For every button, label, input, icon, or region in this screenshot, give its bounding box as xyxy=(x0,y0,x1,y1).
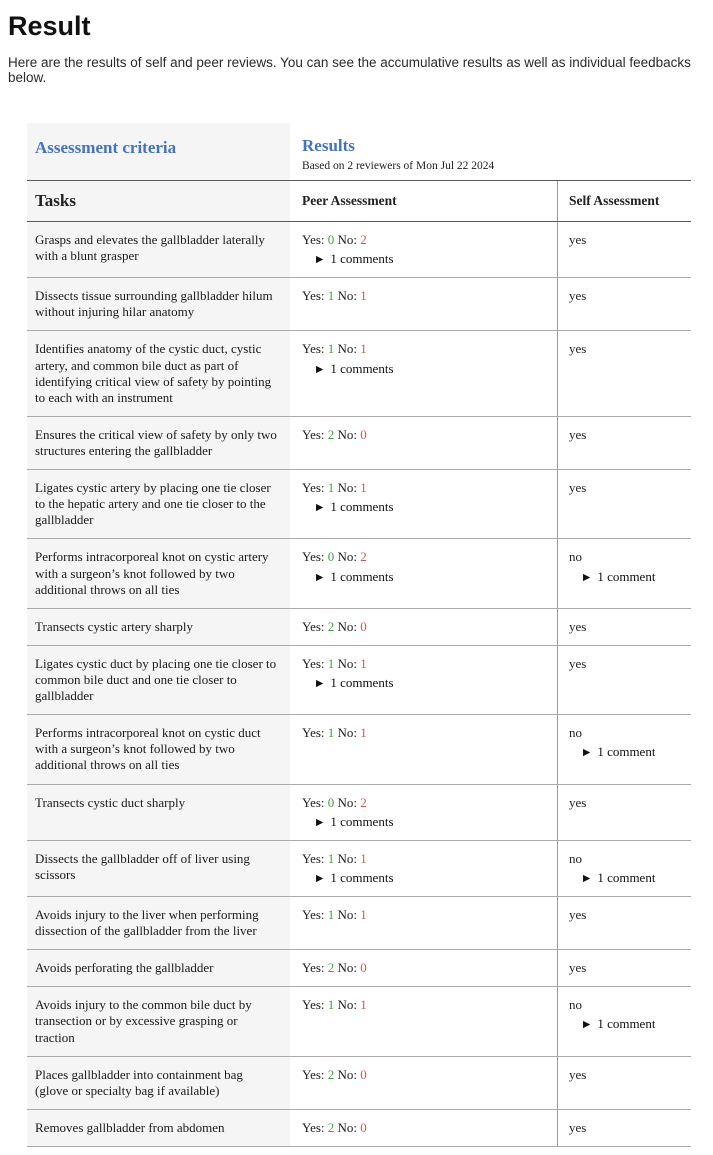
yes-label: Yes: xyxy=(302,232,325,247)
task-label: Dissects the gallbladder off of liver using scissors xyxy=(35,850,250,882)
yes-count: 1 xyxy=(327,341,335,357)
expand-triangle-icon: ▶ xyxy=(583,571,591,583)
self-assessment-cell xyxy=(557,646,691,714)
task-cell xyxy=(27,646,290,714)
expand-triangle-icon: ▶ xyxy=(316,816,324,828)
peer-comments-label: 1 comments xyxy=(330,251,394,267)
table-row xyxy=(27,841,691,897)
peer-comments-label: 1 comments xyxy=(330,813,394,829)
self-comments-label: 1 comment xyxy=(597,744,656,760)
peer-comments-toggle[interactable] xyxy=(302,814,547,830)
table-body xyxy=(27,222,691,1147)
self-comments-label: 1 comment xyxy=(597,869,656,885)
self-assessment-value: no xyxy=(569,725,582,741)
task-label: Ensures the critical view of safety by only two structures entering the gallbladder xyxy=(35,426,277,458)
yes-count: 1 xyxy=(327,725,335,741)
task-label: Performs intracorporeal knot on cystic duct with a surgeon’s knot followed by two additional throws on all ties xyxy=(35,725,261,773)
table-row xyxy=(27,987,691,1056)
peer-comments-label: 1 comments xyxy=(330,360,394,376)
task-cell xyxy=(27,331,290,415)
self-comments-label: 1 comment xyxy=(597,568,656,584)
task-label: Grasps and elevates the gallbladder laterally with a blunt grasper xyxy=(35,232,265,264)
peer-counts xyxy=(302,549,547,565)
table-row xyxy=(27,609,691,646)
self-assessment-cell xyxy=(557,539,691,607)
no-count: 2 xyxy=(360,549,367,565)
task-cell xyxy=(27,1110,290,1146)
task-label: Ligates cystic artery by placing one tie closer to the hepatic artery and one tie closer to the gallbladder xyxy=(35,480,271,528)
peer-assessment-cell xyxy=(290,278,557,330)
self-comments-toggle[interactable] xyxy=(569,870,683,886)
intro-text: Here are the results of self and peer reviews. You can see the accumulative results as well as individual feedbacks below. xyxy=(8,55,691,85)
task-cell xyxy=(27,417,290,469)
criteria-header-cell xyxy=(27,123,290,180)
self-assessment-value: yes xyxy=(569,618,587,634)
self-assessment-value: yes xyxy=(569,426,587,442)
peer-comments-label: 1 comments xyxy=(330,674,394,690)
no-label: No: xyxy=(337,960,358,976)
peer-counts xyxy=(302,1120,547,1136)
peer-assessment-cell xyxy=(290,897,557,949)
results-subtitle: Based on 2 reviewers of Mon Jul 22 2024 xyxy=(302,160,495,172)
no-count: 1 xyxy=(360,480,367,496)
yes-label: Yes: xyxy=(302,960,325,976)
self-assessment-value: yes xyxy=(569,794,587,810)
self-assessment-value: yes xyxy=(569,906,587,922)
column-header-self-assessment: Self Assessment xyxy=(557,181,691,221)
no-count: 2 xyxy=(360,232,367,247)
peer-assessment-cell xyxy=(290,715,557,783)
no-label: No: xyxy=(337,618,358,634)
peer-assessment-cell xyxy=(290,1110,557,1146)
task-label: Avoids injury to the liver when performing dissection of the gallbladder from the liver xyxy=(35,906,259,939)
yes-label: Yes: xyxy=(302,906,325,922)
no-count: 0 xyxy=(360,960,367,976)
no-label: No: xyxy=(337,288,358,304)
self-assessment-value: yes xyxy=(569,480,587,496)
column-header-peer-assessment: Peer Assessment xyxy=(302,193,397,208)
peer-assessment-cell xyxy=(290,987,557,1055)
table-row xyxy=(27,331,691,416)
peer-counts xyxy=(302,795,547,811)
peer-comments-toggle[interactable] xyxy=(302,251,547,267)
self-assessment-cell xyxy=(557,1057,691,1109)
table-row xyxy=(27,897,691,950)
no-label: No: xyxy=(337,997,358,1013)
peer-assessment-cell xyxy=(290,331,557,415)
yes-label: Yes: xyxy=(302,480,325,496)
peer-assessment-cell xyxy=(290,417,557,469)
task-cell xyxy=(27,278,290,330)
no-count: 1 xyxy=(360,341,367,357)
yes-label: Yes: xyxy=(302,1066,325,1082)
task-cell xyxy=(27,609,290,645)
self-comments-label: 1 comment xyxy=(597,1016,656,1032)
task-label: Avoids perforating the gallbladder xyxy=(35,960,214,976)
yes-label: Yes: xyxy=(302,794,325,810)
task-cell xyxy=(27,1057,290,1109)
self-assessment-value: yes xyxy=(569,655,587,671)
yes-label: Yes: xyxy=(302,341,325,357)
self-assessment-cell xyxy=(557,715,691,783)
yes-label: Yes: xyxy=(302,426,325,442)
no-count: 0 xyxy=(360,426,367,442)
yes-label: Yes: xyxy=(302,618,325,634)
no-label: No: xyxy=(337,906,358,922)
no-label: No: xyxy=(337,426,358,442)
peer-counts xyxy=(302,656,547,672)
no-label: No: xyxy=(337,655,358,671)
peer-counts xyxy=(302,997,547,1013)
self-assessment-cell xyxy=(557,1110,691,1146)
table-row xyxy=(27,1057,691,1110)
expand-triangle-icon: ▶ xyxy=(316,254,324,266)
yes-count: 2 xyxy=(327,618,335,634)
task-cell xyxy=(27,470,290,538)
peer-counts xyxy=(302,1067,547,1083)
no-count: 0 xyxy=(360,1066,367,1082)
criteria-header-label: Assessment criteria xyxy=(35,138,177,157)
table-row xyxy=(27,539,691,608)
self-assessment-cell xyxy=(557,609,691,645)
task-label: Avoids injury to the common bile duct by transection or by excessive grasping or traction xyxy=(35,997,252,1045)
table-column-headers xyxy=(27,181,691,222)
peer-comments-label: 1 comments xyxy=(330,568,394,584)
yes-count: 2 xyxy=(327,1119,335,1135)
no-count: 1 xyxy=(360,997,367,1013)
page-title: Result xyxy=(8,11,91,41)
results-header-cell xyxy=(290,123,691,180)
table-row xyxy=(27,222,691,278)
peer-assessment-cell xyxy=(290,950,557,986)
peer-counts xyxy=(302,427,547,443)
peer-assessment-cell xyxy=(290,609,557,645)
results-header-label: Results xyxy=(302,136,355,155)
task-label: Dissects tissue surrounding gallbladder hilum without injuring hilar anatomy xyxy=(35,288,273,320)
table-row xyxy=(27,417,691,470)
no-count: 1 xyxy=(360,288,367,304)
peer-comments-toggle[interactable] xyxy=(302,675,547,691)
yes-count: 0 xyxy=(327,232,335,247)
task-label: Places gallbladder into containment bag (glove or specialty bag if available) xyxy=(35,1066,243,1098)
task-cell xyxy=(27,222,290,277)
task-label: Transects cystic artery sharply xyxy=(35,618,194,634)
peer-comments-label: 1 comments xyxy=(330,499,394,515)
table-row xyxy=(27,950,691,987)
peer-counts xyxy=(302,288,547,304)
no-label: No: xyxy=(337,341,358,357)
self-assessment-cell xyxy=(557,222,691,277)
self-assessment-cell xyxy=(557,841,691,896)
yes-count: 0 xyxy=(327,549,335,565)
peer-comments-toggle[interactable] xyxy=(302,361,547,377)
yes-label: Yes: xyxy=(302,549,325,565)
peer-counts xyxy=(302,232,547,248)
yes-count: 2 xyxy=(327,960,335,976)
peer-assessment-cell xyxy=(290,841,557,896)
yes-label: Yes: xyxy=(302,655,325,671)
peer-assessment-cell xyxy=(290,470,557,538)
yes-label: Yes: xyxy=(302,1119,325,1135)
yes-label: Yes: xyxy=(302,288,325,304)
self-assessment-cell xyxy=(557,278,691,330)
peer-counts xyxy=(302,851,547,867)
self-assessment-value: yes xyxy=(569,288,587,304)
no-count: 2 xyxy=(360,794,367,810)
self-assessment-value: yes xyxy=(569,341,587,357)
expand-triangle-icon: ▶ xyxy=(316,363,324,375)
task-label: Transects cystic duct sharply xyxy=(35,794,186,810)
peer-counts xyxy=(302,907,547,923)
peer-assessment-cell xyxy=(290,785,557,840)
task-cell xyxy=(27,841,290,896)
peer-comments-toggle[interactable] xyxy=(302,569,547,585)
peer-counts xyxy=(302,619,547,635)
yes-count: 1 xyxy=(327,288,335,304)
expand-triangle-icon: ▶ xyxy=(583,872,591,884)
self-comments-toggle[interactable] xyxy=(569,1016,683,1032)
peer-counts xyxy=(302,725,547,741)
peer-assessment-cell xyxy=(290,539,557,607)
self-assessment-cell xyxy=(557,987,691,1055)
task-cell xyxy=(27,950,290,986)
yes-count: 1 xyxy=(327,850,335,866)
table-row xyxy=(27,646,691,715)
yes-label: Yes: xyxy=(302,725,325,741)
self-assessment-cell xyxy=(557,470,691,538)
task-label: Performs intracorporeal knot on cystic artery with a surgeon’s knot followed by two additional throws on all ties xyxy=(35,549,269,597)
assessment-table xyxy=(27,123,691,1147)
expand-triangle-icon: ▶ xyxy=(316,872,324,884)
no-count: 1 xyxy=(360,850,367,866)
task-cell xyxy=(27,715,290,783)
yes-count: 1 xyxy=(327,655,335,671)
no-label: No: xyxy=(337,725,358,741)
no-label: No: xyxy=(337,1119,358,1135)
expand-triangle-icon: ▶ xyxy=(316,571,324,583)
task-cell xyxy=(27,987,290,1055)
yes-label: Yes: xyxy=(302,997,325,1013)
self-comments-toggle[interactable] xyxy=(569,744,683,760)
no-label: No: xyxy=(337,850,358,866)
no-label: No: xyxy=(337,549,358,565)
yes-count: 0 xyxy=(327,794,335,810)
column-header-tasks: Tasks xyxy=(27,181,290,221)
task-label: Ligates cystic duct by placing one tie closer to common bile duct and one tie closer to gallbladder xyxy=(35,655,277,704)
no-count: 0 xyxy=(360,618,367,634)
no-label: No: xyxy=(337,480,358,496)
peer-counts xyxy=(302,480,547,496)
yes-count: 1 xyxy=(327,997,335,1013)
yes-count: 2 xyxy=(327,426,335,442)
table-row xyxy=(27,1110,691,1147)
no-count: 0 xyxy=(360,1119,367,1135)
self-assessment-value: no xyxy=(569,997,582,1013)
peer-assessment-cell xyxy=(290,646,557,714)
peer-comments-toggle[interactable] xyxy=(302,499,547,515)
no-count: 1 xyxy=(360,655,367,671)
task-label: Removes gallbladder from abdomen xyxy=(35,1119,225,1135)
self-assessment-cell xyxy=(557,950,691,986)
table-row xyxy=(27,785,691,841)
table-row xyxy=(27,278,691,331)
self-assessment-cell xyxy=(557,417,691,469)
peer-counts xyxy=(302,341,547,357)
task-cell xyxy=(27,539,290,607)
peer-counts xyxy=(302,960,547,976)
yes-count: 1 xyxy=(327,906,335,922)
self-assessment-value: yes xyxy=(569,960,587,976)
self-assessment-cell xyxy=(557,785,691,840)
task-label: Identifies anatomy of the cystic duct, cystic artery, and common bile duct as part of identifying critical view of safety by pointing to each with an instrument xyxy=(35,341,272,405)
table-row xyxy=(27,715,691,784)
no-count: 1 xyxy=(360,725,367,741)
yes-count: 1 xyxy=(327,480,335,496)
task-cell xyxy=(27,785,290,840)
expand-triangle-icon: ▶ xyxy=(583,747,591,759)
no-label: No: xyxy=(337,1066,358,1082)
peer-comments-label: 1 comments xyxy=(330,869,394,885)
self-comments-toggle[interactable] xyxy=(569,569,683,585)
yes-count: 2 xyxy=(327,1066,335,1082)
table-header-top xyxy=(27,123,691,181)
self-assessment-value: no xyxy=(569,850,582,866)
self-assessment-value: yes xyxy=(569,1066,587,1082)
self-assessment-value: no xyxy=(569,549,582,565)
expand-triangle-icon: ▶ xyxy=(316,502,324,514)
self-assessment-cell xyxy=(557,897,691,949)
self-assessment-cell xyxy=(557,331,691,415)
expand-triangle-icon: ▶ xyxy=(583,1019,591,1031)
yes-label: Yes: xyxy=(302,850,325,866)
self-assessment-value: yes xyxy=(569,1119,587,1135)
peer-comments-toggle[interactable] xyxy=(302,870,547,886)
no-count: 1 xyxy=(360,906,367,922)
task-cell xyxy=(27,897,290,949)
peer-assessment-cell xyxy=(290,1057,557,1109)
peer-assessment-cell xyxy=(290,222,557,277)
no-label: No: xyxy=(337,232,358,247)
table-row xyxy=(27,470,691,539)
self-assessment-value: yes xyxy=(569,232,587,247)
expand-triangle-icon: ▶ xyxy=(316,677,324,689)
no-label: No: xyxy=(337,794,358,810)
